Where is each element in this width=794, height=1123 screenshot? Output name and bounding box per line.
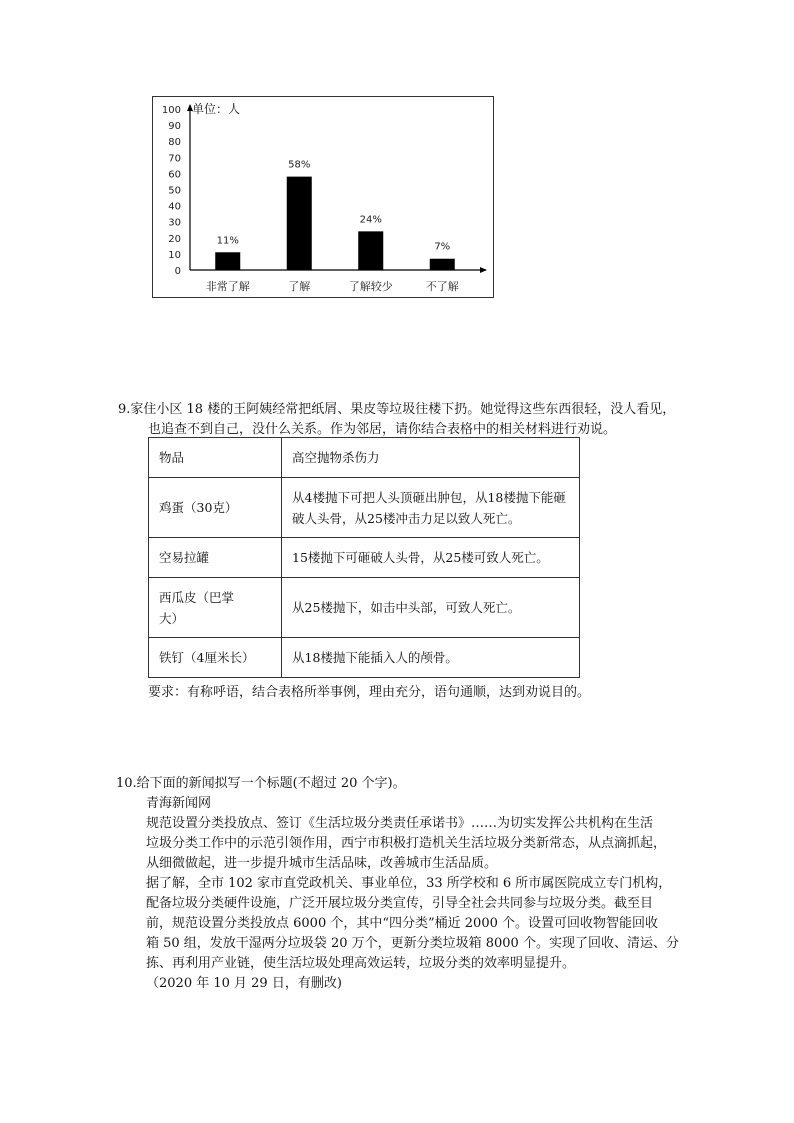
x-category-label: 非常了解 [205,280,250,293]
question-9-line-1: 9.家住小区 18 楼的王阿姨经常把纸屑、果皮等垃圾往楼下扔。她觉得这些东西很轻，没人看见， [118,402,676,417]
x-axis-arrow [480,267,487,273]
news-line: 箱 50 组，发放干湿两分垃圾袋 20 万个，更新分类垃圾箱 8000 个。实现了回收、清运、分 [146,936,679,951]
news-line: 据了解，全市 102 家市直党政机关、事业单位，33 所学校和 6 所市属医院成立专门机构， [146,876,672,891]
table-cell-item-line: 西瓜皮（巴掌 [159,589,235,605]
news-body [116,794,706,994]
bar [287,177,312,270]
y-tick-label: 80 [168,137,181,149]
news-line: 规范设置分类投放点、签订《生活垃圾分类责任承诺书》……为切实发挥公共机构在生活 [146,816,654,831]
table-cell-harm-line: 从4楼抛下可把人头顶砸出肿包，从18楼抛下能砸 [292,489,566,505]
y-tick-label: 50 [168,185,181,197]
table-cell-item-line: 大） [159,610,185,626]
news-line: 配备垃圾分类硬件设施，广泛开展垃圾分类宣传，引导全社会共同参与垃圾分类。截至目 [146,896,654,911]
y-tick-label: 20 [168,233,181,245]
news-line: 垃圾分类工作中的示范引领作用，西宁市积极打造机关生活垃圾分类新常态，从点滴抓起， [146,836,667,851]
x-category-label: 不了解 [425,280,459,293]
table-header-row [149,438,580,478]
question-9-line-2: 也追查不到自己，没什么关系。作为邻居，请你结合表格中的相关材料进行劝说。 [148,422,617,437]
table-row [149,578,580,638]
table-cell-harm-line: 破人头骨，从25楼冲击力足以致人死亡。 [292,510,521,526]
y-tick-label: 40 [168,201,181,213]
harm-table [148,437,580,678]
table-header-item: 物品 [149,438,282,478]
table-cell-harm: 15楼抛下可砸破人头骨，从25楼可致人死亡。 [282,538,580,578]
news-line: 拣、再利用产业链，使生活垃圾处理高效运转，垃圾分类的效率明显提升。 [146,956,576,971]
y-tick-label: 60 [168,169,181,181]
bar-value-label: 58% [288,159,311,171]
x-category-label: 了解 [288,280,311,293]
unit-label: 单位：人 [192,102,241,116]
question-9-requirement: 要求：有称呼语，结合表格所举事例，理由充分，语句通顺，达到劝说目的。 [148,685,591,700]
y-tick-label: 30 [168,217,181,229]
news-line: （2020 年 10 月 29 日，有删改) [146,976,342,991]
table-cell-item: 鸡蛋（30克） [149,478,282,538]
question-9 [118,400,698,440]
table-cell-item: 铁钉（4厘米长） [149,638,282,678]
news-line: 从细微做起，进一步提升城市生活品味，改善城市生活品质。 [146,856,498,871]
table-row [149,638,580,678]
news-line: 前，规范设置分类投放点 6000 个，其中“四分类”桶近 2000 个。设置可回收物智能回收 [146,916,658,931]
bar [358,231,383,270]
table-row [149,538,580,578]
question-10 [116,774,706,994]
news-source: 青海新闻网 [146,796,212,811]
y-tick-label: 10 [168,249,181,261]
table-cell-item: 空易拉罐 [149,538,282,578]
table-row [149,478,580,538]
bar-chart-svg [153,97,495,299]
table-header-harm: 高空抛物杀伤力 [282,438,580,478]
bar-value-label: 24% [359,214,382,226]
table-cell-harm [282,478,580,538]
table-cell-harm: 从25楼抛下，如击中头部，可致人死亡。 [282,578,580,638]
bar-chart [152,96,494,298]
bar [215,252,240,270]
question-10-title: 10.给下面的新闻拟写一个标题(不超过 20 个字)。 [116,776,406,791]
y-tick-label: 90 [168,121,181,133]
y-tick-label: 0 [174,266,181,277]
table-cell-harm: 从18楼抛下能插入人的颅骨。 [282,638,580,678]
table-cell-item [149,578,282,638]
y-tick-label: 70 [168,153,181,165]
x-category-label: 了解较少 [348,280,393,293]
bar-value-label: 11% [216,235,239,247]
bar [430,259,455,270]
bar-value-label: 7% [434,241,451,253]
y-tick-label: 100 [161,105,181,116]
